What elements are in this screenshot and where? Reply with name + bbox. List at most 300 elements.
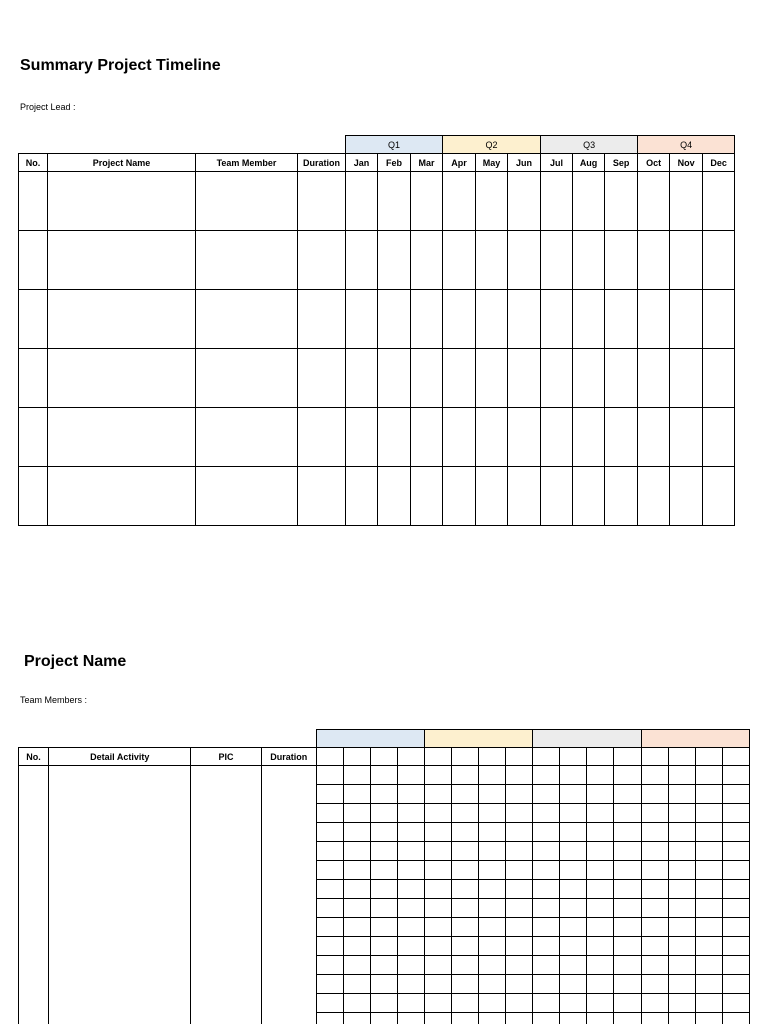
week-cell[interactable] xyxy=(479,766,506,785)
week-cell[interactable] xyxy=(452,861,479,880)
week-cell[interactable] xyxy=(641,918,668,937)
week-cell[interactable] xyxy=(695,842,722,861)
week-cell[interactable] xyxy=(506,937,533,956)
week-cell[interactable] xyxy=(695,880,722,899)
week-cell[interactable] xyxy=(506,880,533,899)
week-cell[interactable] xyxy=(560,918,587,937)
week-cell[interactable] xyxy=(560,937,587,956)
week-cell[interactable] xyxy=(641,1013,668,1024)
week-cell[interactable] xyxy=(506,994,533,1013)
week-cell[interactable] xyxy=(397,823,424,842)
week-cell[interactable] xyxy=(560,748,587,766)
week-cell[interactable] xyxy=(316,1013,343,1024)
month-cell[interactable] xyxy=(378,172,411,231)
week-cell[interactable] xyxy=(560,766,587,785)
week-cell[interactable] xyxy=(641,766,668,785)
week-cell[interactable] xyxy=(452,785,479,804)
week-cell[interactable] xyxy=(587,748,614,766)
week-cell[interactable] xyxy=(614,861,641,880)
month-cell[interactable] xyxy=(411,467,443,526)
month-cell[interactable] xyxy=(476,172,508,231)
week-cell[interactable] xyxy=(614,1013,641,1024)
week-cell[interactable] xyxy=(370,880,397,899)
week-cell[interactable] xyxy=(614,918,641,937)
week-cell[interactable] xyxy=(560,804,587,823)
week-cell[interactable] xyxy=(370,899,397,918)
month-cell[interactable] xyxy=(541,290,573,349)
week-cell[interactable] xyxy=(641,861,668,880)
week-cell[interactable] xyxy=(641,937,668,956)
week-cell[interactable] xyxy=(370,937,397,956)
month-cell[interactable] xyxy=(670,172,703,231)
week-cell[interactable] xyxy=(695,804,722,823)
month-cell[interactable] xyxy=(346,231,378,290)
entry-cell[interactable] xyxy=(298,467,346,526)
week-cell[interactable] xyxy=(479,804,506,823)
week-cell[interactable] xyxy=(722,842,749,861)
week-cell[interactable] xyxy=(614,804,641,823)
entry-cell[interactable] xyxy=(298,349,346,408)
week-cell[interactable] xyxy=(452,823,479,842)
week-cell[interactable] xyxy=(425,804,452,823)
week-cell[interactable] xyxy=(722,994,749,1013)
week-cell[interactable] xyxy=(343,880,370,899)
week-cell[interactable] xyxy=(695,956,722,975)
week-cell[interactable] xyxy=(587,975,614,994)
month-cell[interactable] xyxy=(573,467,605,526)
week-cell[interactable] xyxy=(370,956,397,975)
week-cell[interactable] xyxy=(506,1013,533,1024)
week-cell[interactable] xyxy=(506,785,533,804)
week-cell[interactable] xyxy=(479,994,506,1013)
week-cell[interactable] xyxy=(641,994,668,1013)
month-cell[interactable] xyxy=(508,172,541,231)
week-cell[interactable] xyxy=(316,937,343,956)
month-cell[interactable] xyxy=(443,231,476,290)
week-cell[interactable] xyxy=(614,785,641,804)
week-cell[interactable] xyxy=(425,785,452,804)
week-cell[interactable] xyxy=(533,785,560,804)
month-cell[interactable] xyxy=(378,290,411,349)
week-cell[interactable] xyxy=(425,918,452,937)
entry-cell[interactable] xyxy=(196,290,298,349)
month-cell[interactable] xyxy=(670,349,703,408)
week-cell[interactable] xyxy=(560,1013,587,1024)
month-cell[interactable] xyxy=(508,290,541,349)
month-cell[interactable] xyxy=(638,408,670,467)
week-cell[interactable] xyxy=(370,804,397,823)
week-cell[interactable] xyxy=(722,766,749,785)
week-cell[interactable] xyxy=(479,823,506,842)
week-cell[interactable] xyxy=(506,766,533,785)
week-cell[interactable] xyxy=(343,861,370,880)
week-cell[interactable] xyxy=(533,766,560,785)
week-cell[interactable] xyxy=(452,899,479,918)
week-cell[interactable] xyxy=(722,956,749,975)
week-cell[interactable] xyxy=(641,748,668,766)
week-cell[interactable] xyxy=(722,880,749,899)
entry-cell[interactable] xyxy=(48,349,196,408)
week-cell[interactable] xyxy=(425,842,452,861)
week-cell[interactable] xyxy=(316,975,343,994)
week-cell[interactable] xyxy=(614,823,641,842)
week-cell[interactable] xyxy=(695,937,722,956)
month-cell[interactable] xyxy=(670,467,703,526)
week-cell[interactable] xyxy=(343,1013,370,1024)
pic-cell[interactable] xyxy=(191,766,261,1024)
week-cell[interactable] xyxy=(425,956,452,975)
week-cell[interactable] xyxy=(695,785,722,804)
month-cell[interactable] xyxy=(508,467,541,526)
week-cell[interactable] xyxy=(668,956,695,975)
week-cell[interactable] xyxy=(370,918,397,937)
week-cell[interactable] xyxy=(397,975,424,994)
month-cell[interactable] xyxy=(378,467,411,526)
week-cell[interactable] xyxy=(695,861,722,880)
week-cell[interactable] xyxy=(587,899,614,918)
week-cell[interactable] xyxy=(397,918,424,937)
week-cell[interactable] xyxy=(614,766,641,785)
month-cell[interactable] xyxy=(605,290,638,349)
week-cell[interactable] xyxy=(506,918,533,937)
week-cell[interactable] xyxy=(722,804,749,823)
entry-cell[interactable] xyxy=(19,231,48,290)
week-cell[interactable] xyxy=(316,785,343,804)
week-cell[interactable] xyxy=(370,748,397,766)
week-cell[interactable] xyxy=(587,956,614,975)
month-cell[interactable] xyxy=(638,172,670,231)
week-cell[interactable] xyxy=(397,880,424,899)
week-cell[interactable] xyxy=(316,842,343,861)
week-cell[interactable] xyxy=(533,918,560,937)
month-cell[interactable] xyxy=(573,408,605,467)
week-cell[interactable] xyxy=(614,975,641,994)
week-cell[interactable] xyxy=(560,975,587,994)
week-cell[interactable] xyxy=(695,975,722,994)
week-cell[interactable] xyxy=(479,937,506,956)
month-cell[interactable] xyxy=(541,467,573,526)
month-cell[interactable] xyxy=(703,349,735,408)
week-cell[interactable] xyxy=(641,880,668,899)
week-cell[interactable] xyxy=(343,766,370,785)
week-cell[interactable] xyxy=(560,880,587,899)
month-cell[interactable] xyxy=(605,467,638,526)
week-cell[interactable] xyxy=(560,994,587,1013)
no-cell[interactable] xyxy=(19,766,49,1024)
week-cell[interactable] xyxy=(316,823,343,842)
month-cell[interactable] xyxy=(443,172,476,231)
week-cell[interactable] xyxy=(425,899,452,918)
entry-cell[interactable] xyxy=(48,231,196,290)
entry-cell[interactable] xyxy=(48,408,196,467)
entry-cell[interactable] xyxy=(19,349,48,408)
month-cell[interactable] xyxy=(541,172,573,231)
week-cell[interactable] xyxy=(452,880,479,899)
month-cell[interactable] xyxy=(411,231,443,290)
month-cell[interactable] xyxy=(703,172,735,231)
week-cell[interactable] xyxy=(560,823,587,842)
week-cell[interactable] xyxy=(668,880,695,899)
month-cell[interactable] xyxy=(703,467,735,526)
month-cell[interactable] xyxy=(541,408,573,467)
week-cell[interactable] xyxy=(506,804,533,823)
month-cell[interactable] xyxy=(573,231,605,290)
week-cell[interactable] xyxy=(668,842,695,861)
month-cell[interactable] xyxy=(638,349,670,408)
entry-cell[interactable] xyxy=(48,290,196,349)
week-cell[interactable] xyxy=(425,975,452,994)
week-cell[interactable] xyxy=(506,748,533,766)
month-cell[interactable] xyxy=(638,467,670,526)
week-cell[interactable] xyxy=(587,994,614,1013)
month-cell[interactable] xyxy=(443,290,476,349)
week-cell[interactable] xyxy=(343,748,370,766)
week-cell[interactable] xyxy=(343,899,370,918)
week-cell[interactable] xyxy=(343,842,370,861)
week-cell[interactable] xyxy=(722,1013,749,1024)
week-cell[interactable] xyxy=(343,918,370,937)
entry-cell[interactable] xyxy=(196,467,298,526)
week-cell[interactable] xyxy=(533,804,560,823)
week-cell[interactable] xyxy=(722,918,749,937)
week-cell[interactable] xyxy=(722,785,749,804)
week-cell[interactable] xyxy=(479,748,506,766)
entry-cell[interactable] xyxy=(298,231,346,290)
week-cell[interactable] xyxy=(587,880,614,899)
week-cell[interactable] xyxy=(506,823,533,842)
month-cell[interactable] xyxy=(670,408,703,467)
week-cell[interactable] xyxy=(668,823,695,842)
week-cell[interactable] xyxy=(425,994,452,1013)
week-cell[interactable] xyxy=(695,748,722,766)
month-cell[interactable] xyxy=(703,231,735,290)
month-cell[interactable] xyxy=(508,231,541,290)
week-cell[interactable] xyxy=(397,766,424,785)
week-cell[interactable] xyxy=(452,804,479,823)
week-cell[interactable] xyxy=(587,861,614,880)
entry-cell[interactable] xyxy=(19,467,48,526)
week-cell[interactable] xyxy=(397,1013,424,1024)
week-cell[interactable] xyxy=(452,1013,479,1024)
week-cell[interactable] xyxy=(641,842,668,861)
week-cell[interactable] xyxy=(533,956,560,975)
week-cell[interactable] xyxy=(614,748,641,766)
week-cell[interactable] xyxy=(452,766,479,785)
month-cell[interactable] xyxy=(346,172,378,231)
week-cell[interactable] xyxy=(533,937,560,956)
month-cell[interactable] xyxy=(541,231,573,290)
week-cell[interactable] xyxy=(397,748,424,766)
week-cell[interactable] xyxy=(695,918,722,937)
month-cell[interactable] xyxy=(378,231,411,290)
week-cell[interactable] xyxy=(533,823,560,842)
entry-cell[interactable] xyxy=(19,290,48,349)
month-cell[interactable] xyxy=(476,290,508,349)
week-cell[interactable] xyxy=(641,804,668,823)
week-cell[interactable] xyxy=(587,823,614,842)
month-cell[interactable] xyxy=(443,467,476,526)
duration-cell[interactable] xyxy=(261,766,316,1024)
week-cell[interactable] xyxy=(587,785,614,804)
week-cell[interactable] xyxy=(425,937,452,956)
week-cell[interactable] xyxy=(668,937,695,956)
entry-cell[interactable] xyxy=(196,349,298,408)
entry-cell[interactable] xyxy=(196,231,298,290)
week-cell[interactable] xyxy=(668,918,695,937)
month-cell[interactable] xyxy=(443,408,476,467)
week-cell[interactable] xyxy=(452,842,479,861)
week-cell[interactable] xyxy=(479,918,506,937)
week-cell[interactable] xyxy=(533,1013,560,1024)
week-cell[interactable] xyxy=(343,804,370,823)
month-cell[interactable] xyxy=(605,408,638,467)
week-cell[interactable] xyxy=(587,1013,614,1024)
week-cell[interactable] xyxy=(316,861,343,880)
week-cell[interactable] xyxy=(370,823,397,842)
entry-cell[interactable] xyxy=(19,172,48,231)
week-cell[interactable] xyxy=(397,956,424,975)
month-cell[interactable] xyxy=(476,231,508,290)
month-cell[interactable] xyxy=(573,290,605,349)
week-cell[interactable] xyxy=(614,842,641,861)
week-cell[interactable] xyxy=(506,842,533,861)
week-cell[interactable] xyxy=(695,823,722,842)
week-cell[interactable] xyxy=(533,842,560,861)
week-cell[interactable] xyxy=(370,785,397,804)
week-cell[interactable] xyxy=(695,899,722,918)
month-cell[interactable] xyxy=(378,349,411,408)
month-cell[interactable] xyxy=(605,231,638,290)
month-cell[interactable] xyxy=(411,290,443,349)
week-cell[interactable] xyxy=(668,975,695,994)
month-cell[interactable] xyxy=(346,408,378,467)
week-cell[interactable] xyxy=(452,994,479,1013)
week-cell[interactable] xyxy=(343,937,370,956)
week-cell[interactable] xyxy=(425,880,452,899)
week-cell[interactable] xyxy=(343,956,370,975)
entry-cell[interactable] xyxy=(298,290,346,349)
entry-cell[interactable] xyxy=(298,408,346,467)
week-cell[interactable] xyxy=(343,823,370,842)
week-cell[interactable] xyxy=(370,861,397,880)
week-cell[interactable] xyxy=(668,766,695,785)
week-cell[interactable] xyxy=(722,899,749,918)
week-cell[interactable] xyxy=(397,937,424,956)
week-cell[interactable] xyxy=(668,1013,695,1024)
week-cell[interactable] xyxy=(316,766,343,785)
week-cell[interactable] xyxy=(397,785,424,804)
week-cell[interactable] xyxy=(641,899,668,918)
activity-cell[interactable] xyxy=(49,766,191,1024)
week-cell[interactable] xyxy=(722,823,749,842)
week-cell[interactable] xyxy=(587,804,614,823)
week-cell[interactable] xyxy=(695,1013,722,1024)
month-cell[interactable] xyxy=(670,290,703,349)
week-cell[interactable] xyxy=(452,748,479,766)
week-cell[interactable] xyxy=(695,994,722,1013)
month-cell[interactable] xyxy=(411,349,443,408)
week-cell[interactable] xyxy=(641,785,668,804)
week-cell[interactable] xyxy=(425,766,452,785)
week-cell[interactable] xyxy=(316,899,343,918)
week-cell[interactable] xyxy=(316,956,343,975)
week-cell[interactable] xyxy=(316,918,343,937)
week-cell[interactable] xyxy=(397,899,424,918)
week-cell[interactable] xyxy=(533,899,560,918)
month-cell[interactable] xyxy=(378,408,411,467)
month-cell[interactable] xyxy=(541,349,573,408)
month-cell[interactable] xyxy=(411,408,443,467)
week-cell[interactable] xyxy=(641,975,668,994)
week-cell[interactable] xyxy=(479,861,506,880)
month-cell[interactable] xyxy=(443,349,476,408)
week-cell[interactable] xyxy=(452,918,479,937)
week-cell[interactable] xyxy=(668,748,695,766)
week-cell[interactable] xyxy=(452,956,479,975)
month-cell[interactable] xyxy=(476,349,508,408)
week-cell[interactable] xyxy=(479,975,506,994)
week-cell[interactable] xyxy=(316,880,343,899)
week-cell[interactable] xyxy=(506,899,533,918)
week-cell[interactable] xyxy=(316,748,343,766)
month-cell[interactable] xyxy=(638,231,670,290)
week-cell[interactable] xyxy=(533,975,560,994)
week-cell[interactable] xyxy=(370,975,397,994)
week-cell[interactable] xyxy=(479,956,506,975)
week-cell[interactable] xyxy=(370,766,397,785)
entry-cell[interactable] xyxy=(298,172,346,231)
week-cell[interactable] xyxy=(479,880,506,899)
month-cell[interactable] xyxy=(476,408,508,467)
month-cell[interactable] xyxy=(346,349,378,408)
week-cell[interactable] xyxy=(587,937,614,956)
week-cell[interactable] xyxy=(397,804,424,823)
week-cell[interactable] xyxy=(397,994,424,1013)
month-cell[interactable] xyxy=(670,231,703,290)
month-cell[interactable] xyxy=(605,172,638,231)
entry-cell[interactable] xyxy=(196,172,298,231)
week-cell[interactable] xyxy=(560,861,587,880)
week-cell[interactable] xyxy=(370,1013,397,1024)
week-cell[interactable] xyxy=(614,994,641,1013)
week-cell[interactable] xyxy=(425,1013,452,1024)
week-cell[interactable] xyxy=(533,861,560,880)
week-cell[interactable] xyxy=(722,861,749,880)
month-cell[interactable] xyxy=(573,172,605,231)
week-cell[interactable] xyxy=(452,937,479,956)
week-cell[interactable] xyxy=(668,785,695,804)
week-cell[interactable] xyxy=(668,804,695,823)
week-cell[interactable] xyxy=(425,823,452,842)
entry-cell[interactable] xyxy=(48,467,196,526)
week-cell[interactable] xyxy=(722,748,749,766)
week-cell[interactable] xyxy=(479,842,506,861)
entry-cell[interactable] xyxy=(48,172,196,231)
month-cell[interactable] xyxy=(703,408,735,467)
month-cell[interactable] xyxy=(346,290,378,349)
week-cell[interactable] xyxy=(614,880,641,899)
week-cell[interactable] xyxy=(533,748,560,766)
week-cell[interactable] xyxy=(397,842,424,861)
week-cell[interactable] xyxy=(668,861,695,880)
week-cell[interactable] xyxy=(587,918,614,937)
week-cell[interactable] xyxy=(343,994,370,1013)
month-cell[interactable] xyxy=(476,467,508,526)
week-cell[interactable] xyxy=(560,956,587,975)
week-cell[interactable] xyxy=(506,956,533,975)
week-cell[interactable] xyxy=(479,785,506,804)
week-cell[interactable] xyxy=(316,994,343,1013)
